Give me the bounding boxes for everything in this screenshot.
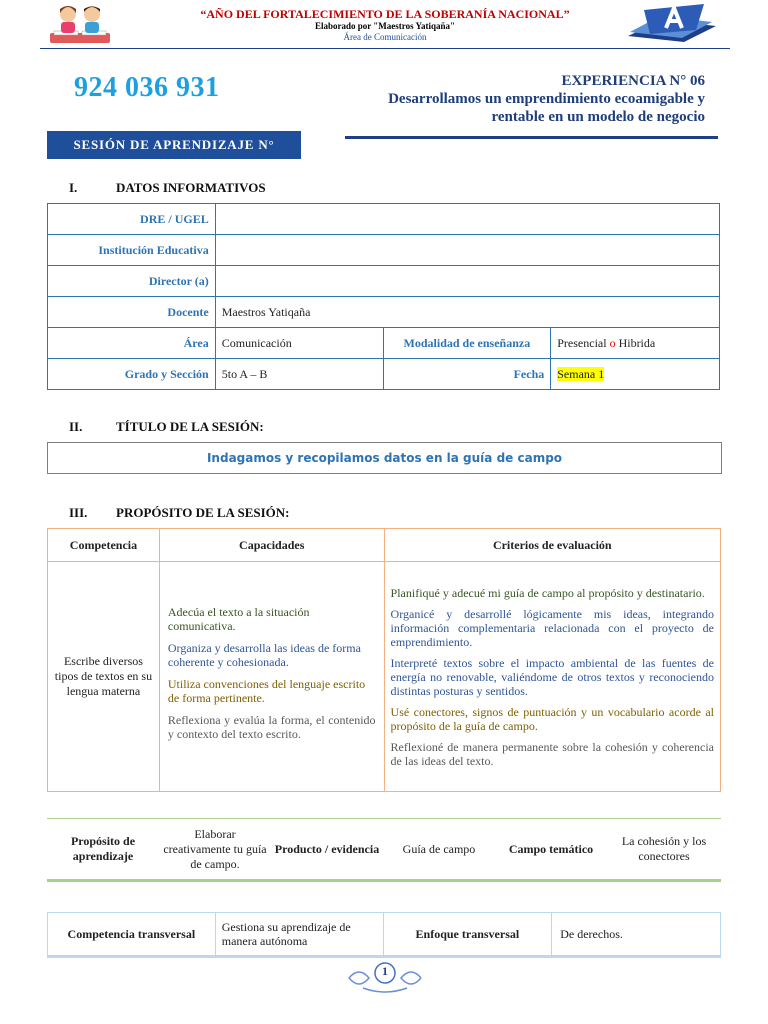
section2-title: TÍTULO DE LA SESIÓN: xyxy=(116,419,264,434)
titulo-sesion: Indagamos y recopilamos datos en la guía de campo xyxy=(47,442,722,474)
proposito-aprendizaje-table xyxy=(47,818,721,882)
criterio-item: Planifiqué y adecué mi guía de campo al propósito y destinatario. xyxy=(390,585,705,600)
page-number-badge xyxy=(345,960,425,996)
grado-label: Grado y Sección xyxy=(48,359,216,390)
header-divider xyxy=(40,48,730,49)
header-author: Elaborado por "Maestros Yatiqaña" xyxy=(314,21,456,31)
table-row xyxy=(47,819,721,881)
experiencia-desc-1: Desarrollamos un emprendimiento ecoamigable y xyxy=(388,91,705,107)
brand-logo xyxy=(624,0,720,50)
dre-label: DRE / UGEL xyxy=(48,204,216,235)
modalidad-value xyxy=(551,328,720,359)
modalidad-presencial: Presencial xyxy=(557,335,610,350)
capacidad-item: Organiza y desarrolla las ideas de forma coherente y cohesionada. xyxy=(167,640,361,669)
enfoque-transversal-value: De derechos. xyxy=(552,913,721,957)
ie-value xyxy=(215,235,719,266)
criterio-item: Usé conectores, signos de puntuación y un vocabulario acorde al propósito de la guía de campo. xyxy=(390,704,714,733)
table-row xyxy=(48,266,720,297)
competencia-transversal-value: Gestiona su aprendizaje de manera autónoma xyxy=(215,913,383,957)
proposito-table xyxy=(47,528,721,792)
dre-value xyxy=(215,204,719,235)
director-value xyxy=(215,266,719,297)
docente-label: Docente xyxy=(48,297,216,328)
table-row xyxy=(48,204,720,235)
area-label: Área xyxy=(48,328,216,359)
modalidad-label: Modalidad de enseñanza xyxy=(383,328,551,359)
table-row xyxy=(48,297,720,328)
enfoque-transversal-label: Enfoque transversal xyxy=(383,913,552,957)
datos-table xyxy=(47,203,720,390)
section1-title: DATOS INFORMATIVOS xyxy=(116,180,266,195)
criterio-item: Interpreté textos sobre el impacto ambiental de las fuentes de energía no renovable, valiéndome de otros textos y reconociendo distintas posturas y sentidos. xyxy=(390,655,714,698)
criterios-cell xyxy=(384,562,720,792)
table-row xyxy=(48,562,721,792)
contact-phone: 924 036 931 xyxy=(74,72,220,103)
sesion-label: SESIÓN DE APRENDIZAJE N° xyxy=(47,131,301,159)
producto-evidencia-value: Guía de campo xyxy=(383,819,495,881)
section2-number: II. xyxy=(69,419,83,434)
proposito-aprendizaje-label: Propósito de aprendizaje xyxy=(47,819,159,881)
fecha-value xyxy=(551,359,720,390)
section3-title: PROPÓSITO DE LA SESIÓN: xyxy=(116,505,290,520)
modalidad-hibrida: Hibrida xyxy=(615,335,656,350)
header-criterios: Criterios de evaluación xyxy=(384,529,720,562)
header-area: Área de Comunicación xyxy=(343,32,427,42)
experiencia-block xyxy=(345,72,705,126)
section1-number: I. xyxy=(69,180,78,195)
header-kids-logo xyxy=(48,3,112,49)
docente-value: Maestros Yatiqaña xyxy=(215,297,719,328)
fecha-label: Fecha xyxy=(383,359,551,390)
table-row xyxy=(48,359,720,390)
campo-tematico-label: Campo temático xyxy=(495,819,607,881)
grado-value: 5to A – B xyxy=(215,359,383,390)
campo-tematico-value: La cohesión y los conectores xyxy=(607,819,721,881)
table-row xyxy=(48,328,720,359)
area-value: Comunicación xyxy=(215,328,383,359)
table-row xyxy=(48,913,721,957)
header-capacidades: Capacidades xyxy=(159,529,384,562)
ie-label: Institución Educativa xyxy=(48,235,216,266)
criterio-item: Organicé y desarrollé lógicamente mis ideas, integrando información complementaria relacionada con el proyecto de emprendimiento. xyxy=(390,606,714,649)
page-number: 1 xyxy=(382,964,388,978)
capacidad-item: Utiliza convenciones del lenguaje escrito de forma pertinente. xyxy=(167,676,366,705)
capacidad-item: Reflexiona y evalúa la forma, el contenido y contexto del texto escrito. xyxy=(167,712,376,741)
experiencia-divider xyxy=(345,136,718,139)
experiencia-desc-2: rentable en un modelo de negocio xyxy=(491,109,705,125)
competencia-value: Escribe diversos tipos de textos en su lengua materna xyxy=(48,562,160,792)
proposito-aprendizaje-value: Elaborar creativamente tu guía de campo. xyxy=(159,819,271,881)
director-label: Director (a) xyxy=(48,266,216,297)
transversal-table xyxy=(47,912,721,958)
table-row xyxy=(48,235,720,266)
table-header-row xyxy=(48,529,721,562)
capacidad-item: Adecúa el texto a la situación comunicativa. xyxy=(167,604,310,633)
section3-number: III. xyxy=(69,505,88,520)
header-competencia: Competencia xyxy=(48,529,160,562)
producto-evidencia-label: Producto / evidencia xyxy=(271,819,383,881)
competencia-transversal-label: Competencia transversal xyxy=(48,913,216,957)
header-year-motto: “AÑO DEL FORTALECIMIENTO DE LA SOBERANÍA NACIONAL” xyxy=(200,7,570,21)
criterio-item: Reflexioné de manera permanente sobre la cohesión y coherencia de las ideas del texto. xyxy=(390,739,714,768)
fecha-highlight: Semana 1 xyxy=(557,366,605,381)
experiencia-title: EXPERIENCIA N° 06 xyxy=(561,73,705,89)
capacidades-cell xyxy=(159,562,384,792)
modalidad-o: o xyxy=(609,335,616,350)
